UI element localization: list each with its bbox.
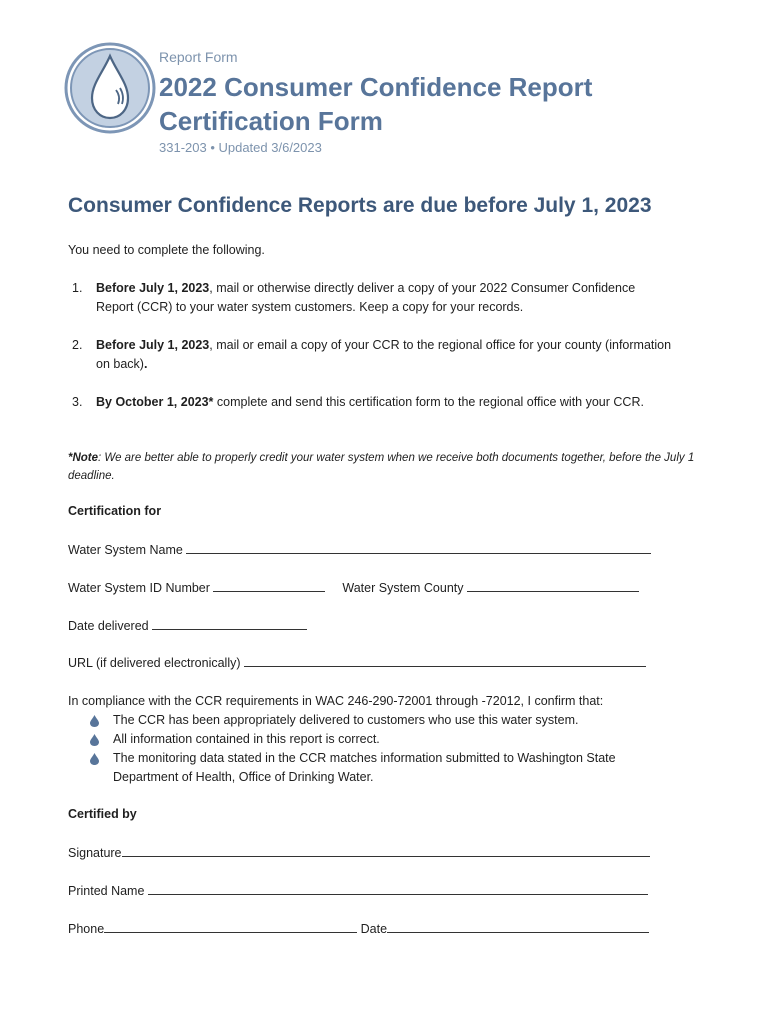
certification-for-heading: Certification for [68, 504, 162, 518]
step-2-text: , mail or email a copy of your CCR to the regional office for your county (information on back) [96, 338, 672, 371]
water-drop-icon [64, 42, 156, 134]
form-number-updated: 331-203 • Updated 3/6/2023 [159, 140, 322, 155]
signature-label: Signature [68, 846, 122, 860]
printed-name-row [68, 883, 648, 898]
step-2-deadline: Before July 1, 2023 [96, 338, 210, 352]
section-heading: Consumer Confidence Reports are due before July 1, 2023 [68, 194, 652, 217]
note-label: *Note [68, 452, 99, 464]
water-system-id-row [68, 580, 639, 595]
step-2-end: . [143, 357, 148, 371]
step-1 [96, 279, 676, 317]
step-1-text: , mail or otherwise directly deliver a copy of your 2022 Consumer Confidence Report (CCR) to your water system customers. Keep a copy for your records. [96, 281, 636, 314]
intro-text: You need to complete the following. [68, 243, 265, 257]
step-1-deadline: Before July 1, 2023 [96, 281, 210, 295]
date-delivered-row [68, 618, 307, 633]
water-system-name-field[interactable] [186, 542, 651, 554]
water-system-id-label: Water System ID Number [68, 581, 210, 595]
url-row [68, 655, 646, 670]
note-text: : We are better able to properly credit your water system when we receive both documents together, before the July 1 deadline. [68, 452, 695, 482]
note [68, 449, 698, 485]
step-3-number: 3. [72, 395, 83, 409]
printed-name-label: Printed Name [68, 884, 145, 898]
url-field[interactable] [244, 655, 646, 667]
report-label: Report Form [159, 49, 238, 65]
water-system-county-field[interactable] [467, 580, 639, 592]
water-system-id-field[interactable] [213, 580, 325, 592]
printed-name-field[interactable] [148, 883, 648, 895]
water-drop-bullet-icon [90, 715, 99, 727]
step-1-number: 1. [72, 281, 83, 295]
signature-field[interactable] [122, 845, 650, 857]
step-2-number: 2. [72, 338, 83, 352]
compliance-intro: In compliance with the CCR requirements in WAC 246-290-72001 through -72012, I confirm that: [68, 694, 604, 708]
date-field[interactable] [387, 921, 649, 933]
water-system-county-label: Water System County [342, 581, 464, 595]
compliance-bullet-1-text: The CCR has been appropriately delivered to customers who use this water system. [113, 713, 579, 727]
step-3-deadline: By October 1, 2023* [96, 395, 214, 409]
date-label: Date [360, 922, 388, 936]
page-title: 2022 Consumer Confidence Report Certification Form [159, 72, 593, 136]
phone-label: Phone [68, 922, 105, 936]
step-3 [96, 393, 676, 412]
water-drop-bullet-icon [90, 734, 99, 746]
phone-field[interactable] [104, 921, 357, 933]
date-delivered-label: Date delivered [68, 619, 149, 633]
step-3-text: complete and send this certification form to the regional office with your CCR. [213, 395, 644, 409]
date-delivered-field[interactable] [152, 618, 307, 630]
water-system-name-row [68, 542, 651, 557]
certified-by-heading: Certified by [68, 807, 137, 821]
water-drop-bullet-icon [90, 753, 99, 765]
signature-row [68, 845, 650, 860]
url-label: URL (if delivered electronically) [68, 656, 241, 670]
step-2 [96, 336, 676, 374]
phone-date-row [68, 921, 649, 936]
compliance-bullet-2-text: All information contained in this report is correct. [113, 732, 380, 746]
compliance-bullet-3-text: The monitoring data stated in the CCR matches information submitted to Washington State Department of Health, Office of Drinking Water. [113, 751, 616, 784]
water-system-name-label: Water System Name [68, 543, 183, 557]
